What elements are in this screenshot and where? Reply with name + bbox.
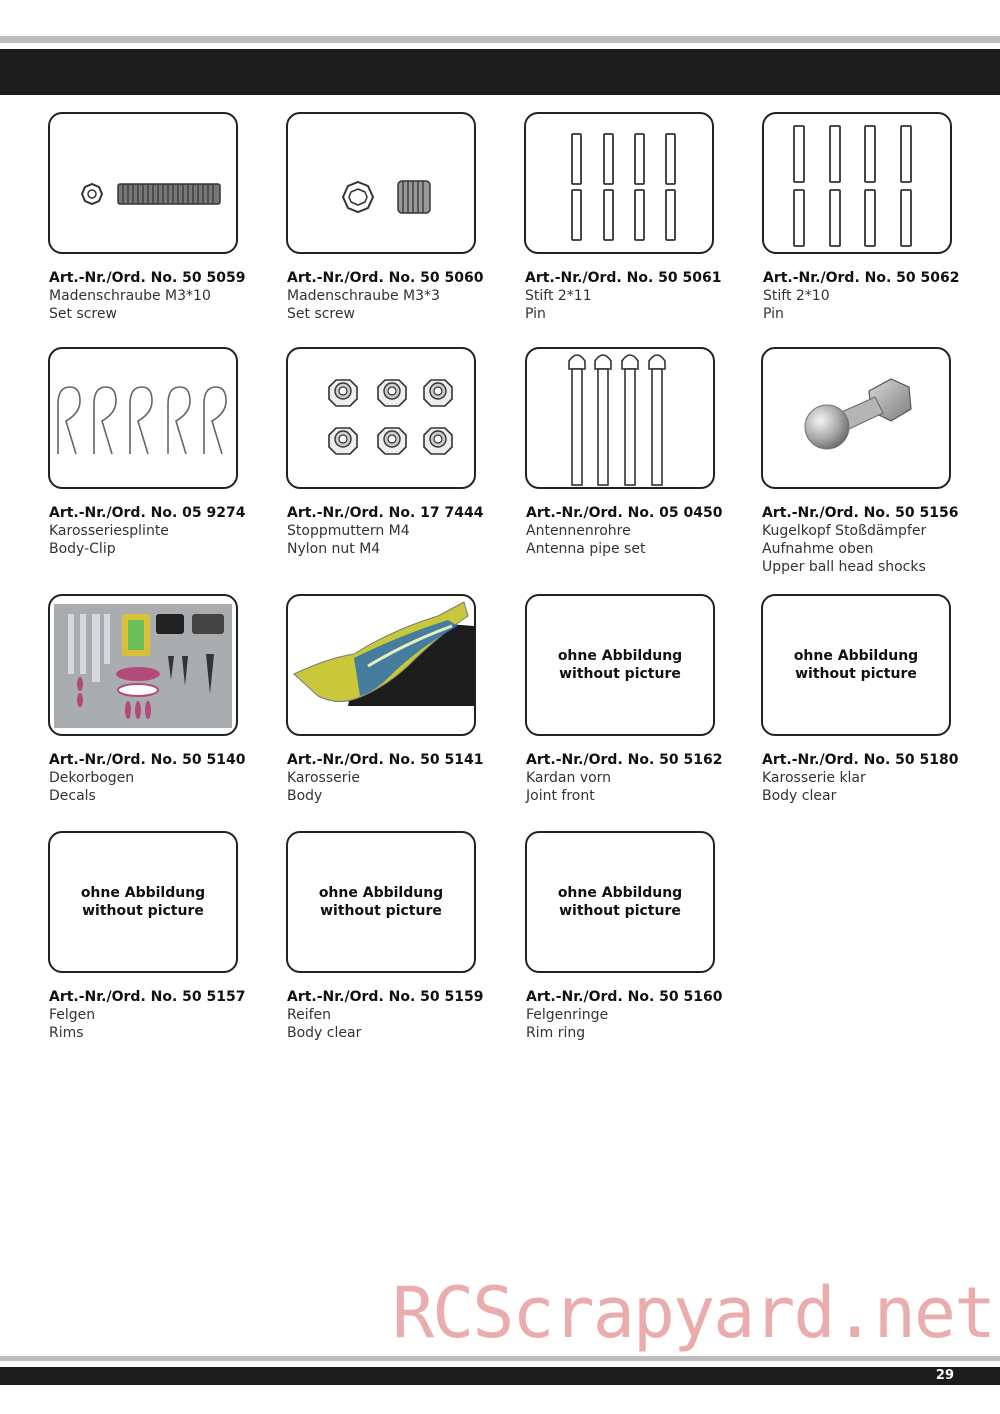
part-image-frame <box>525 831 715 973</box>
nylon-nut-icon <box>288 349 474 487</box>
no-picture-label <box>763 596 949 734</box>
part-image-frame <box>48 347 238 489</box>
no-picture-en: without picture <box>795 666 917 682</box>
article-number: Art.-Nr./Ord. No. 50 5140 <box>49 752 246 768</box>
part-caption <box>49 988 269 1042</box>
no-picture-label <box>50 833 236 971</box>
part-caption <box>287 988 507 1042</box>
no-picture-label <box>527 596 713 734</box>
article-number: Art.-Nr./Ord. No. 50 5141 <box>287 752 484 768</box>
description-de: Kugelkopf Stoßdämpfer <box>762 523 927 539</box>
article-number: Art.-Nr./Ord. No. 50 5061 <box>525 270 722 286</box>
description-en: Set screw <box>287 306 355 322</box>
body-shell-icon <box>288 596 474 734</box>
article-number: Art.-Nr./Ord. No. 50 5162 <box>526 752 723 768</box>
part-image-frame <box>761 594 951 736</box>
description-en: Rims <box>49 1025 84 1041</box>
part-caption <box>762 504 982 576</box>
description-en: Body clear <box>287 1025 362 1041</box>
article-number: Art.-Nr./Ord. No. 50 5160 <box>526 989 723 1005</box>
description-en: Pin <box>525 306 546 322</box>
description-de: Reifen <box>287 1007 332 1023</box>
part-image-frame <box>762 112 952 254</box>
decals-icon <box>50 596 236 734</box>
set-screw-long-icon <box>50 114 236 252</box>
no-picture-de: ohne Abbildung <box>557 885 683 901</box>
no-picture-en: without picture <box>320 903 442 919</box>
part-image-frame <box>525 594 715 736</box>
part-caption <box>287 269 507 323</box>
description-de: Karosserie klar <box>762 770 866 786</box>
description-de: Karosserie <box>287 770 360 786</box>
description-en: Body <box>287 788 323 804</box>
description-en: Decals <box>49 788 96 804</box>
no-picture-de: ohne Abbildung <box>80 885 206 901</box>
pins-icon <box>764 114 950 252</box>
part-caption <box>526 988 746 1042</box>
description-en: Pin <box>763 306 784 322</box>
description-de: Felgenringe <box>526 1007 609 1023</box>
part-image-frame <box>286 594 476 736</box>
description-de: Karosseriesplinte <box>49 523 169 539</box>
part-image-frame <box>286 112 476 254</box>
part-image-frame <box>761 347 951 489</box>
part-image-frame <box>286 831 476 973</box>
description-extra: Upper ball head shocks <box>762 559 926 575</box>
description-de: Dekorbogen <box>49 770 135 786</box>
article-number: Art.-Nr./Ord. No. 50 5180 <box>762 752 959 768</box>
description-de: Stift 2*11 <box>525 288 592 304</box>
article-number: Art.-Nr./Ord. No. 50 5156 <box>762 505 959 521</box>
part-caption <box>525 269 745 323</box>
no-picture-en: without picture <box>559 666 681 682</box>
page-number: 29 <box>935 1368 954 1383</box>
no-picture-de: ohne Abbildung <box>318 885 444 901</box>
description-en: Antenna pipe set <box>526 541 646 557</box>
description-en: Body clear <box>762 788 837 804</box>
part-caption <box>287 751 507 805</box>
part-image-frame <box>48 112 238 254</box>
description-de: Felgen <box>49 1007 96 1023</box>
set-screw-short-icon <box>288 114 474 252</box>
description-de: Kardan vorn <box>526 770 612 786</box>
description-de: Antennenrohre <box>526 523 631 539</box>
part-caption <box>49 751 269 805</box>
part-image-frame <box>48 594 238 736</box>
header-grey-rule <box>0 36 1000 43</box>
description-de: Madenschraube M3*3 <box>287 288 440 304</box>
ball-head-icon <box>763 349 949 487</box>
article-number: Art.-Nr./Ord. No. 05 0450 <box>526 505 723 521</box>
antenna-pipe-icon <box>527 349 713 487</box>
no-picture-de: ohne Abbildung <box>557 648 683 664</box>
part-caption <box>526 751 746 805</box>
description-de: Madenschraube M3*10 <box>49 288 211 304</box>
part-caption <box>287 504 507 558</box>
description-en: Nylon nut M4 <box>287 541 381 557</box>
article-number: Art.-Nr./Ord. No. 50 5060 <box>287 270 484 286</box>
description-en: Rim ring <box>526 1025 586 1041</box>
no-picture-en: without picture <box>82 903 204 919</box>
part-caption <box>49 504 269 558</box>
part-image-frame <box>286 347 476 489</box>
article-number: Art.-Nr./Ord. No. 50 5059 <box>49 270 246 286</box>
article-number: Art.-Nr./Ord. No. 50 5157 <box>49 989 246 1005</box>
description-de: Stift 2*10 <box>763 288 830 304</box>
header-black-band <box>0 49 1000 95</box>
part-caption <box>762 751 982 805</box>
description-en: Set screw <box>49 306 117 322</box>
watermark: RCScrapyard.net <box>392 1272 995 1354</box>
part-image-frame <box>48 831 238 973</box>
description-en: Body-Clip <box>49 541 116 557</box>
footer-grey-rule <box>0 1356 1000 1361</box>
description-de: Stoppmuttern M4 <box>287 523 410 539</box>
article-number: Art.-Nr./Ord. No. 17 7444 <box>287 505 484 521</box>
no-picture-de: ohne Abbildung <box>793 648 919 664</box>
part-caption <box>49 269 269 323</box>
article-number: Art.-Nr./Ord. No. 50 5159 <box>287 989 484 1005</box>
no-picture-label <box>527 833 713 971</box>
pins-icon <box>526 114 712 252</box>
part-image-frame <box>524 112 714 254</box>
body-clip-icon <box>50 349 236 487</box>
article-number: Art.-Nr./Ord. No. 50 5062 <box>763 270 960 286</box>
part-caption <box>526 504 746 558</box>
no-picture-label <box>288 833 474 971</box>
article-number: Art.-Nr./Ord. No. 05 9274 <box>49 505 246 521</box>
footer-black-band <box>0 1367 1000 1385</box>
description-en: Joint front <box>526 788 595 804</box>
part-image-frame <box>525 347 715 489</box>
no-picture-en: without picture <box>559 903 681 919</box>
description-en: Aufnahme oben <box>762 541 874 557</box>
part-caption <box>763 269 983 323</box>
